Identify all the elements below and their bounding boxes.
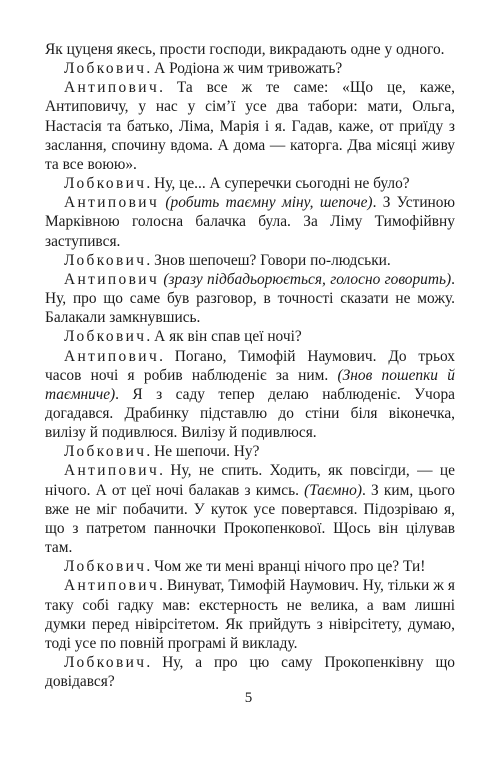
speaker-name: Лобкович (64, 175, 147, 193)
paragraph: Лобкович. А як він спав цеї ночі? (64, 328, 302, 346)
paragraph: Антипович (зразу підбадьорюється, голосно говорить). Ну, про що саме був разговор, в точності сказати не можу. Балакали замкнувшись. (45, 270, 455, 327)
paragraph: Антипович. Погано, Тимофій Наумович. До трьох часов ночі я робив наблюденіє за ним. (Знов пошепки й таємниче). Я з саду тепер делаю наблюденіє. Учора догадався. Драбинку підставлю до стіни біля віконечка, вилізу й подивлюся. Вилізу й подивлюся. (45, 347, 455, 442)
paragraph: Антипович. Ну, не спить. Ходить, як повсігди, — це нічого. А от цеї ночі балакав з кимсь. (Таємно). З ким, цього вже не міг побачити. У куток усе повертався. Підозріваю я, що з патретом панночки Прокопенкової. Щось він цілував там. (45, 462, 455, 557)
paragraph: Лобкович. А Родіона ж чим тривожать? (64, 60, 343, 78)
paragraph: Лобкович. Не шепочи. Ну? (64, 443, 260, 461)
speaker-name: Антипович (64, 577, 160, 595)
paragraph: Лобкович. Знов шепочеш? Говори по-людськи. (64, 251, 391, 269)
paragraph: Антипович. Та все ж те саме: «Що це, каже, Антиповичу, у нас у сім’ї усе два табори: мати, Ольга, Настасія та батько, Ліма, Марія і я. Гадав, каже, от приїду з заслання, спочину вдома. А дома — каторга. Два місяці живу та все воюю». (45, 79, 455, 173)
speaker-name: Лобкович (64, 251, 147, 269)
speaker-name: Антипович (64, 347, 160, 365)
speaker-name: Лобкович (64, 328, 147, 346)
speaker-name: Лобкович (64, 558, 147, 576)
speaker-name: Антипович (64, 462, 160, 480)
paragraph: Антипович (робить таємну міну, шепоче). З Устиною Марківною голосна балачка була. За Ліму Тимофійвну заступився. (45, 194, 455, 250)
paragraph: Лобкович. Ну, це... А суперечки сьогодні не було? (64, 175, 410, 193)
speaker-name: Антипович (64, 270, 160, 288)
paragraph: Як цуценя якесь, прости господи, викрадають одне у одного. (45, 41, 445, 58)
text-body (45, 40, 455, 691)
paragraph: Лобкович. Ну, а про цю саму Прокопенківну що довідався? (45, 654, 455, 691)
speaker-name: Антипович (64, 79, 160, 97)
paragraph: Антипович. Винуват, Тимофій Наумович. Ну, тільки ж я таку собі гадку мав: екстерность не велика, а вам лишні думки перед нівірсітетом. Як прийдуть з нівірсітету, думаю, тоді усе по повній програмі й викладу. (45, 577, 455, 652)
speaker-name: Лобкович (64, 654, 147, 671)
speaker-name: Лобкович (64, 443, 147, 461)
paragraph: Лобкович. Чом же ти мені вранці нічого про це? Ти! (64, 558, 426, 576)
page-number: 5 (244, 690, 253, 706)
speaker-name: Антипович (64, 194, 160, 212)
speaker-name: Лобкович (64, 60, 147, 78)
